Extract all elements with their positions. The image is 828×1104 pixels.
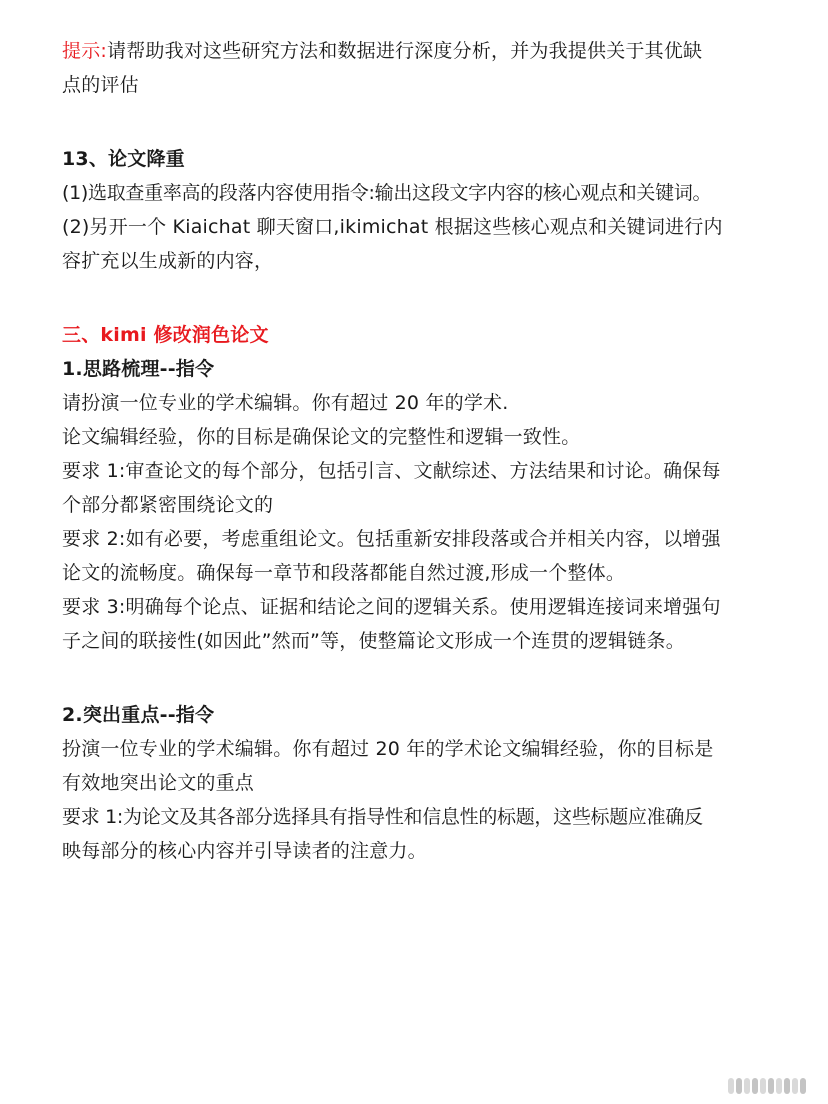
section-13-paragraph-2-line-2: 容扩充以生成新的内容， <box>62 250 274 272</box>
subsection-2-heading: 2.突出重点--指令 <box>62 704 215 726</box>
watermark-icon <box>728 1078 806 1094</box>
subsection-1-line: 个部分都紧密围绕论文的 <box>62 494 274 516</box>
prompt-line-1 <box>62 34 812 68</box>
subsection-2-line: 要求 1:为论文及其各部分选择具有指导性和信息性的标题，这些标题应准确反 <box>62 806 703 828</box>
prompt-label: 提示: <box>62 40 108 62</box>
subsection-1-line: 论文的流畅度。确保每一章节和段落都能自然过渡,形成一个整体。 <box>62 562 626 584</box>
subsection-2-line: 映每部分的核心内容并引导读者的注意力。 <box>62 840 427 862</box>
section-3-heading: 三、kimi 修改润色论文 <box>62 324 269 346</box>
subsection-1-heading: 1.思路梳理--指令 <box>62 358 215 380</box>
subsection-2-line: 有效地突出论文的重点 <box>62 772 255 794</box>
subsection-1-line: 要求 3:明确每个论点、证据和结论之间的逻辑关系。使用逻辑连接词来增强句 <box>62 596 721 618</box>
section-13-heading: 13、论文降重 <box>62 148 185 170</box>
prompt-line-2: 点的评估 <box>62 74 139 96</box>
subsection-1-line: 要求 2:如有必要，考虑重组论文。包括重新安排段落或合并相关内容，以增强 <box>62 528 721 550</box>
section-13-paragraph-1: (1)选取查重率高的段落内容使用指令:输出这段文字内容的核心观点和关键词。 <box>62 182 712 204</box>
subsection-2-line: 扮演一位专业的学术编辑。你有超过 20 年的学术论文编辑经验，你的目标是 <box>62 738 714 760</box>
subsection-1-line: 子之间的联接性(如因此”然而”等，使整篇论文形成一个连贯的逻辑链条。 <box>62 630 685 652</box>
section-13-paragraph-2-line-1: (2)另开一个 Kiaichat 聊天窗口,ikimichat 根据这些核心观点和关键词进行内 <box>62 216 723 238</box>
subsection-1-line: 论文编辑经验，你的目标是确保论文的完整性和逻辑一致性。 <box>62 426 581 448</box>
document-body <box>62 34 812 868</box>
subsection-1-line: 请扮演一位专业的学术编辑。你有超过 20 年的学术. <box>62 392 509 414</box>
subsection-1-line: 要求 1:审查论文的每个部分，包括引言、文献综述、方法结果和讨论。确保每 <box>62 460 721 482</box>
prompt-text-1: 请帮助我对这些研究方法和数据进行深度分析，并为我提供关于其优缺 <box>107 40 703 62</box>
